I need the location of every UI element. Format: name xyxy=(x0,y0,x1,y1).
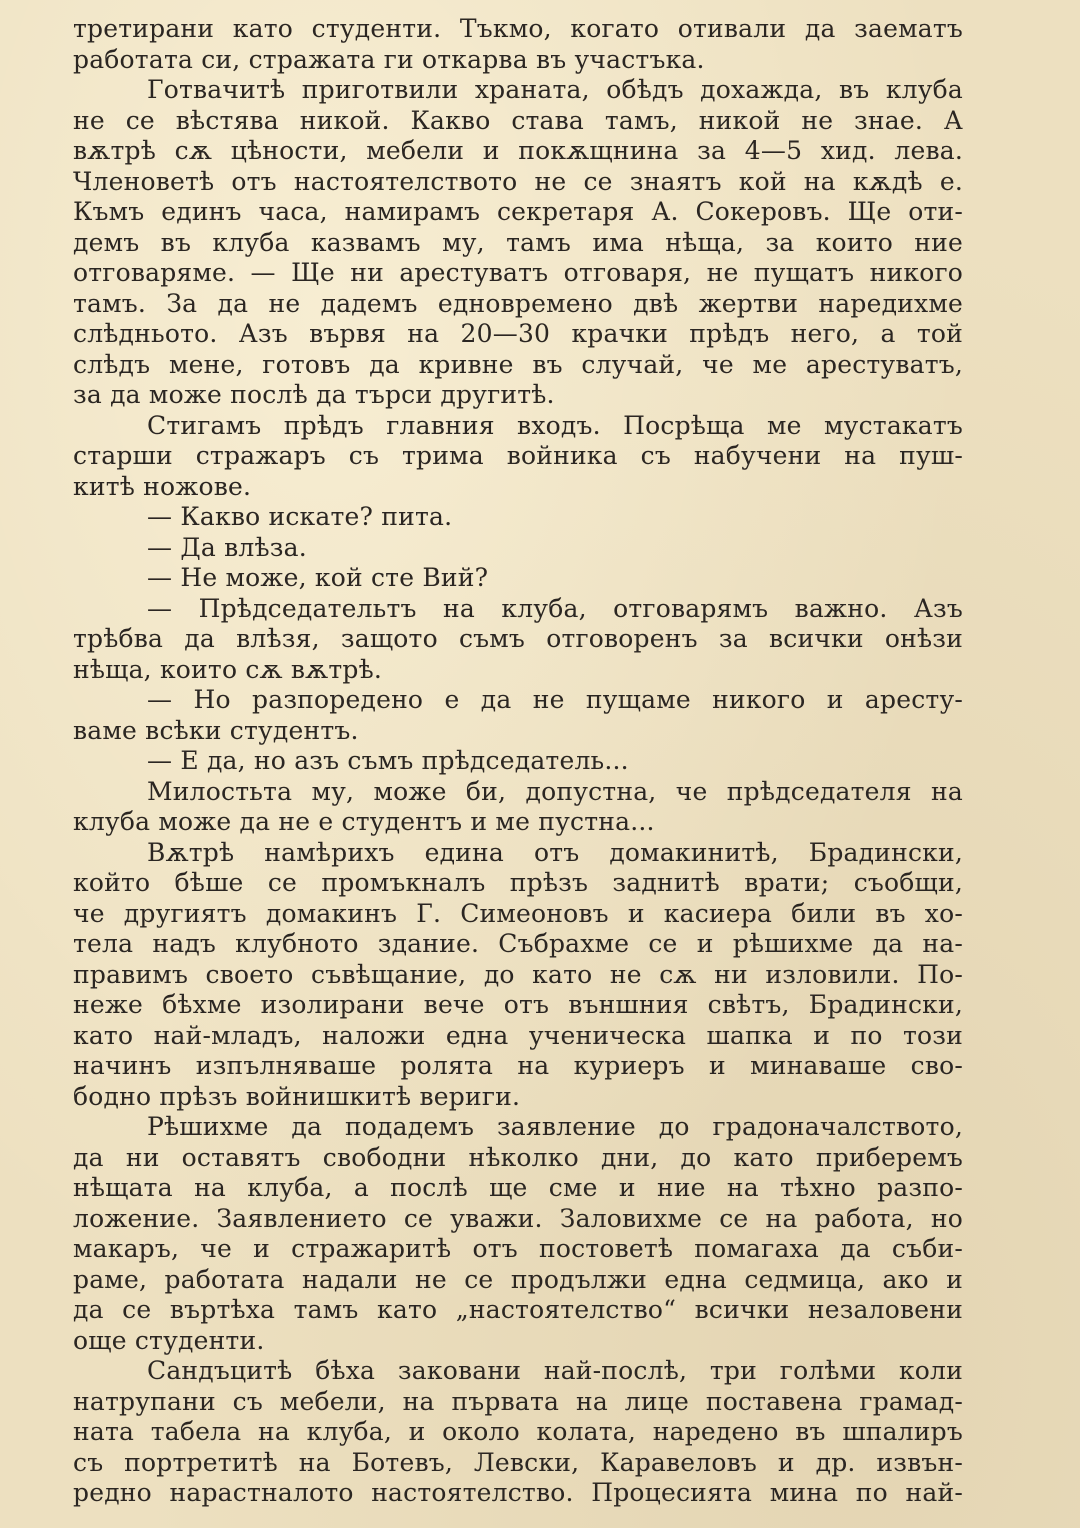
text-line: ната табела на клуба, и около колата, наредено въ шпалиръ xyxy=(73,1417,963,1446)
text-line: за да може послѣ да търси другитѣ. xyxy=(73,380,555,409)
text-line: — Прѣдседательтъ на клуба, отговарямъ важно. Азъ xyxy=(147,593,963,623)
text-line: Милостьта му, може би, допустна, че прѣдседателя на xyxy=(147,776,963,806)
text-line: нѣща, които сѫ вѫтрѣ. xyxy=(73,654,383,684)
text-line: — Не може, кой сте Вий? xyxy=(147,563,489,592)
text-line: като най-младъ, наложи една ученическа шапка и по този xyxy=(73,1020,963,1050)
text-line: Вѫтрѣ намѣрихъ единa отъ домакинитѣ, Брадински, xyxy=(147,837,963,867)
text-line: ложение. Заявлението се уважи. Заловихме се на работа, но xyxy=(73,1203,963,1233)
page-text xyxy=(73,14,963,1509)
text-line: нѣщата на клуба, а послѣ ще сме и ние на тѣхно разпо- xyxy=(73,1173,963,1202)
text-line: да ни оставятъ свободни нѣколко дни, до като приберемъ xyxy=(73,1142,963,1172)
text-line: правимъ своето съвѣщание, до като не сѫ ни изловили. По- xyxy=(73,959,963,989)
text-line: Рѣшихме да подадемъ заявление до градоначалството, xyxy=(147,1112,963,1141)
text-line: Стигамъ прѣдъ главния входъ. Посрѣща ме мустакатъ xyxy=(147,410,963,440)
text-line: трѣбва да влѣзя, защото съмъ отговоренъ за всички онѣзи xyxy=(73,624,963,653)
text-line: тамъ. За да не дадемъ едновремено двѣ жертви наредихме xyxy=(73,288,963,318)
text-line: клуба може да не е студентъ и ме пустна... xyxy=(73,807,655,836)
text-line: да се въртѣха тамъ като „настоятелство“ всички незаловени xyxy=(73,1295,963,1324)
text-line: неже бѣхме изолирани вече отъ външния свѣтъ, Брадински, xyxy=(73,990,963,1019)
text-line: третирани като студенти. Тъкмо, когато отивали да заематъ xyxy=(73,14,963,43)
text-line: натрупани съ мебели, на първата на лице поставена грамад- xyxy=(73,1386,963,1416)
text-line: тела надъ клубното здание. Събрахме се и рѣшихме да на- xyxy=(73,929,963,958)
text-line: който бѣше се промъкналъ прѣзъ заднитѣ врати; съобщи, xyxy=(73,868,963,897)
text-line: още студенти. xyxy=(73,1325,265,1355)
text-line: Членоветѣ отъ настоятелството не се знаятъ кой на кѫдѣ е. xyxy=(73,166,963,196)
text-line: макаръ, че и стражаритѣ отъ постоветѣ помагаха да съби- xyxy=(73,1234,963,1263)
text-line: — Но разпоредено е да не пущаме никого и аресту- xyxy=(147,685,963,714)
text-line: редно нарастналото настоятелство. Процесията мина по най- xyxy=(73,1478,963,1507)
text-line: ваме всѣки студентъ. xyxy=(73,715,359,745)
text-line: раме, работата надали не се продължи една седмица, ако и xyxy=(73,1264,963,1294)
text-line: старши стражаръ съ трима войника съ набучени на пуш- xyxy=(73,441,963,470)
text-line: съ портретитѣ на Ботевъ, Левски, Каравеловъ и др. извън- xyxy=(73,1447,963,1477)
text-line: Готвачитѣ приготвили храната, обѣдъ дохажда, въ клуба xyxy=(147,75,963,104)
text-line: начинъ изпълняваше ролята на куриеръ и минаваше сво- xyxy=(73,1051,963,1080)
text-line: Къмъ единъ часа, намирамъ секретаря А. Сокеровъ. Ще оти- xyxy=(73,197,963,226)
text-line: че другиятъ домакинъ Г. Симеоновъ и касиера били въ хо- xyxy=(73,898,963,928)
text-line: — Какво искате? пита. xyxy=(147,502,453,531)
text-line: бодно прѣзъ войнишкитѣ вериги. xyxy=(73,1081,521,1111)
text-line: слѣдньото. Азъ вървя на 20—30 крачки прѣдъ него, а той xyxy=(73,319,963,348)
text-line: — Да влѣза. xyxy=(147,532,307,562)
text-line: не се вѣстява никой. Какво става тамъ, никой не знае. А xyxy=(73,105,963,135)
text-line: слѣдъ мене, готовъ да кривне въ случай, че ме арестуватъ, xyxy=(73,349,963,379)
text-line: Сандъцитѣ бѣха заковани най-послѣ, три голѣми коли xyxy=(147,1356,963,1385)
text-line: — Е да, но азъ съмъ прѣдседатель... xyxy=(147,746,629,775)
text-line: демъ въ клуба казвамъ му, тамъ има нѣща, за които ние xyxy=(73,227,963,257)
text-line: работата си, стражата ги откарва въ участъка. xyxy=(73,44,705,74)
text-line: китѣ ножове. xyxy=(73,471,252,501)
text-line: отговаряме. — Ще ни арестуватъ отговаря, не пущатъ никого xyxy=(73,258,963,287)
text-line: вѫтрѣ сѫ цѣности, мебели и покѫщнина за 4—5 хид. лева. xyxy=(73,136,963,165)
